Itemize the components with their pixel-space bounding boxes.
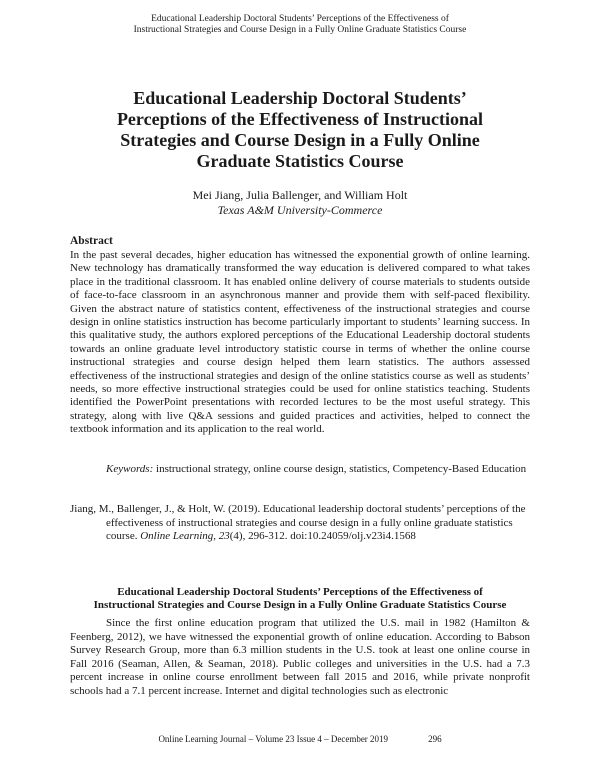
section-title-line-1: Educational Leadership Doctoral Students’ Perceptions of the Effectiveness of	[117, 586, 483, 598]
running-header	[60, 14, 540, 36]
citation-journal: Online Learning, 23	[140, 530, 230, 542]
paper-title: Educational Leadership Doctoral Students’ Perceptions of the Effectiveness of Instructional Strategies and Course Design in a Fully Online Graduate Statistics Course	[116, 88, 484, 171]
citation-details: (4), 296-312. doi:10.24059/olj.v23i4.1568	[229, 530, 416, 542]
keywords-text: instructional strategy, online course design, statistics, Competency-Based Education	[153, 463, 527, 475]
abstract-text: In the past several decades, higher education has witnessed the exponential growth of online learning. New technology has dramatically transformed the way education is delivered compared to what takes place in the traditional classroom. It has enabled online delivery of course materials to students outside of face-to-face classroom in an asynchronous manner and provide them with self-paced flexibility. Given the abstract nature of statistics content, effectiveness of the instructional strategies and course design in online statistics instruction has become particularly important to students’ learning success. In this qualitative study, the authors explored perceptions of the Educational Leadership doctoral students towards an online graduate level introductory statistic course in terms of whether the online course instructional strategies and course design helped them learn statistics. The authors assessed effectiveness of the instructional strategies and design of the online statistics course as well as students’ needs, so more effective instructional strategies could be used for online statistics teaching. Students identified the PowerPoint presentations with recorded lectures to be the most useful strategy. This strategy, along with live Q&A sessions and guided practices and activities, helped to connect the textbook information and its application to the real world.	[70, 249, 530, 436]
citation	[70, 503, 530, 544]
affiliation: Texas A&M University-Commerce	[217, 203, 383, 217]
citation-text: Jiang, M., Ballenger, J., & Holt, W. (2019). Educational leadership doctoral students’ perceptions of the effectiveness of instructional strategies and course design in a fully online graduate statistics course.	[70, 503, 526, 542]
page-footer	[60, 734, 540, 744]
abstract-heading: Abstract	[70, 235, 113, 247]
keywords-label: Keywords:	[106, 463, 154, 475]
footer-journal: Online Learning Journal – Volume 23 Issue 4 – December 2019	[158, 734, 389, 744]
authors: Mei Jiang, Julia Ballenger, and William Holt	[192, 188, 408, 202]
running-header-line-2: Instructional Strategies and Course Design in a Fully Online Graduate Statistics Course	[133, 25, 467, 35]
section-title-line-2: Instructional Strategies and Course Design in a Fully Online Graduate Statistics Course	[93, 599, 507, 611]
body-paragraph: Since the first online education program that utilized the U.S. mail in 1982 (Hamilton & Feenberg, 2012), we have witnessed the exponential growth of online education. According to Babson Survey Research Group, more than 6.3 million students in the U.S. took at least one online course in Fall 2016 (Seaman, Allen, & Seaman, 2018). Public colleges and universities in the U.S. had a 7.3 percent increase in online course enrollment between fall 2015 and 2016, while private nonprofit schools had a 7.1 percent increase. Internet and digital technologies such as electronic	[70, 617, 530, 697]
running-header-line-1: Educational Leadership Doctoral Students’ Perceptions of the Effectiveness of	[151, 14, 449, 24]
section-title	[70, 586, 530, 612]
page-number: 296	[428, 734, 442, 744]
keywords	[70, 463, 530, 477]
